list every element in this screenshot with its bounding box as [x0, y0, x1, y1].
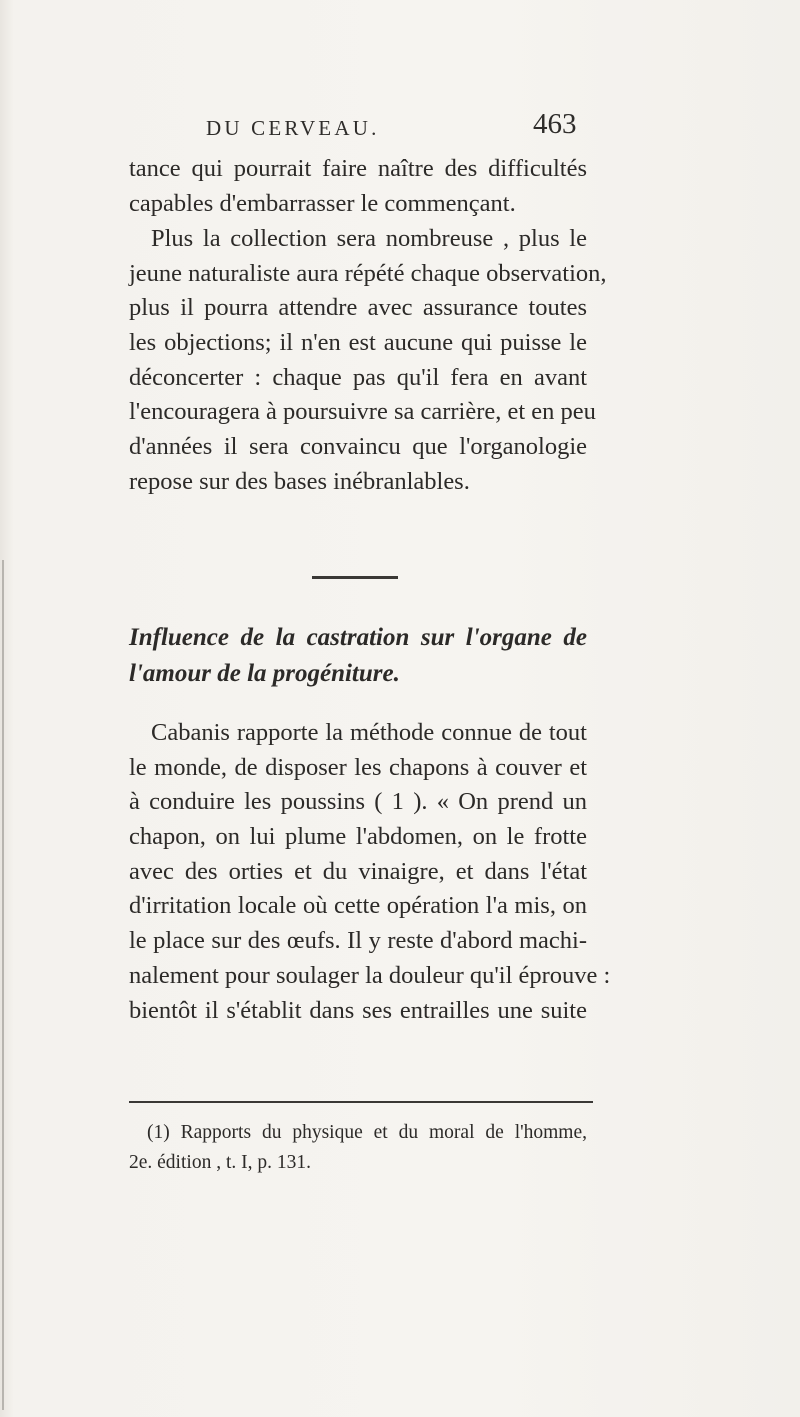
- section-title: [129, 620, 587, 692]
- text-line: d'irritation locale où cette opération l'a mis, on: [129, 892, 587, 920]
- paragraph-cabanis: [129, 716, 611, 1028]
- text-line: repose sur des bases inébranlables.: [129, 467, 470, 495]
- running-title: DU CERVEAU.: [206, 116, 380, 140]
- section-title-line: l'amour de la progéniture.: [129, 660, 400, 687]
- text-line: le place sur des œufs. Il y reste d'abord machi-: [129, 927, 587, 955]
- footnote-line: (1) Rapports du physique et du moral de l'homme,: [147, 1122, 587, 1143]
- footnote-line: 2e. édition , t. I, p. 131.: [129, 1152, 311, 1173]
- text-line: l'encouragera à poursuivre sa carrière, et en peu: [129, 398, 596, 426]
- section-title-line: Influence de la castration sur l'organe de: [129, 624, 587, 651]
- page-header: [0, 108, 800, 148]
- page-number: 463: [533, 108, 577, 140]
- footnote: [129, 1118, 587, 1178]
- text-line: d'années il sera convaincu que l'organologie: [129, 433, 587, 461]
- text-line: jeune naturaliste aura répété chaque observation,: [129, 259, 607, 287]
- text-line: les objections; il n'en est aucune qui puisse le: [129, 329, 587, 357]
- text-line: capables d'embarrasser le commençant.: [129, 189, 516, 217]
- text-line: plus il pourra attendre avec assurance toutes: [129, 294, 587, 322]
- text-line: nalement pour soulager la douleur qu'il éprouve :: [129, 961, 611, 989]
- text-line: le monde, de disposer les chapons à couver et: [129, 753, 587, 781]
- text-line: avec des orties et du vinaigre, et dans l'état: [129, 857, 587, 885]
- text-line: Cabanis rapporte la méthode connue de tout: [151, 719, 587, 746]
- paragraph-continuation: [129, 152, 587, 221]
- text-line: chapon, on lui plume l'abdomen, on le frotte: [129, 823, 587, 851]
- text-line: à conduire les poussins ( 1 ). « On prend un: [129, 788, 587, 816]
- page-gutter-edge: [2, 560, 4, 1410]
- section-separator: [312, 576, 398, 579]
- text-line: tance qui pourrait faire naître des difficultés: [129, 155, 587, 182]
- footnote-rule: [129, 1101, 593, 1103]
- text-line: Plus la collection sera nombreuse , plus le: [151, 225, 587, 252]
- text-line: déconcerter : chaque pas qu'il fera en avant: [129, 363, 587, 391]
- paragraph-collection: [129, 222, 607, 500]
- text-line: bientôt il s'établit dans ses entrailles une suite: [129, 996, 587, 1024]
